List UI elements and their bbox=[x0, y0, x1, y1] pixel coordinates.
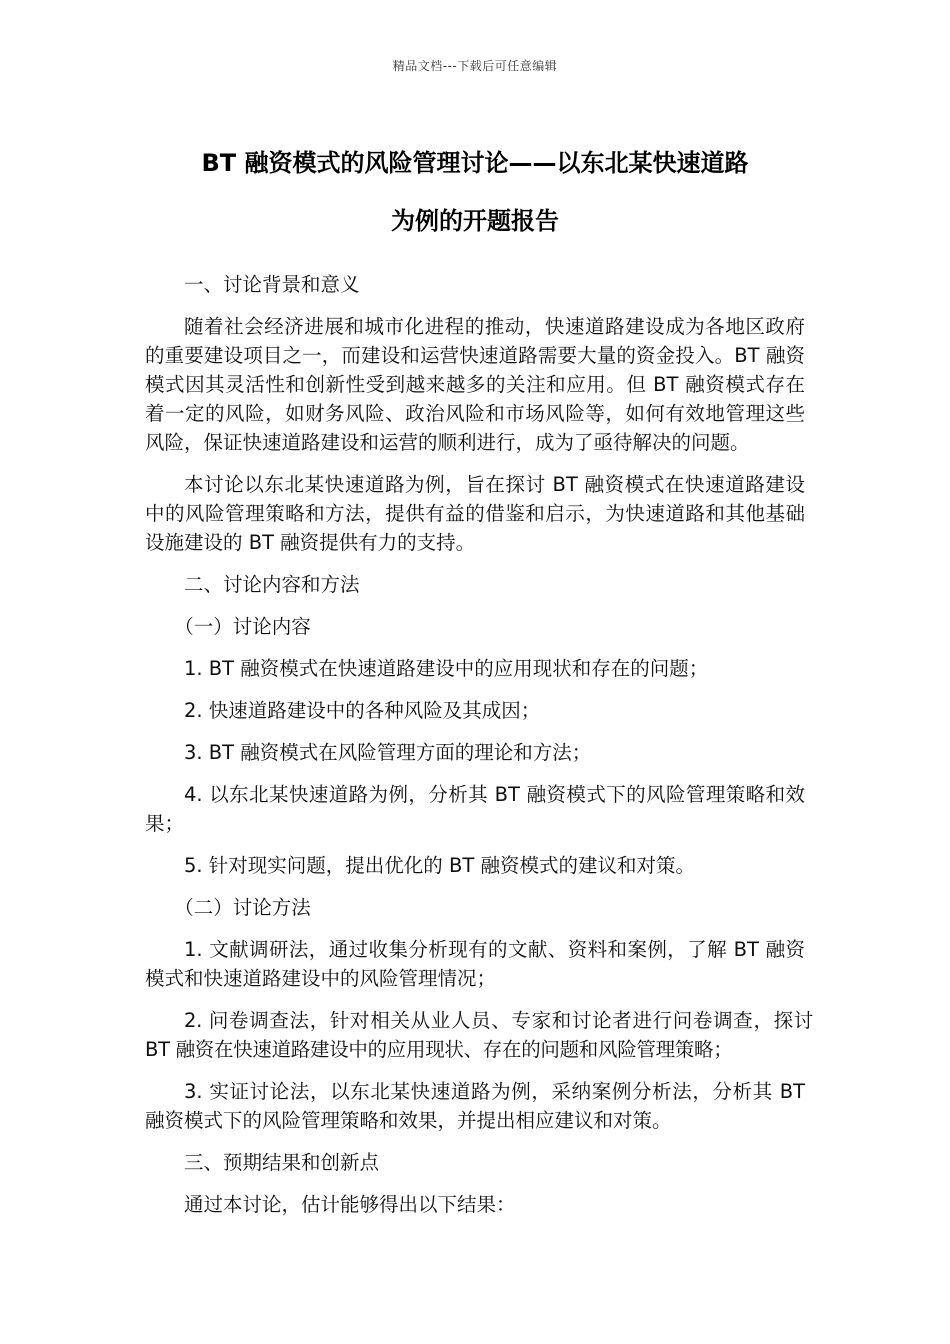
document-title-line-1: BT 融资模式的风险管理讨论——以东北某快速道路 bbox=[201, 149, 749, 177]
document-title bbox=[120, 134, 830, 250]
content-item-3: 3. BT 融资模式在风险管理方面的理论和方法； bbox=[184, 741, 592, 764]
paragraph-background-2: 本讨论以东北某快速道路为例，旨在探讨 BT 融资模式在快速道路建设中的风险管理策略和方法，提供有益的借鉴和启示，为快速道路和其他基础设施建设的 BT 融资提供有力的支持。 bbox=[145, 473, 805, 554]
content-item-1: 1. BT 融资模式在快速道路建设中的应用现状和存在的问题； bbox=[184, 657, 709, 680]
document-body bbox=[145, 270, 813, 1232]
content-item-2: 2. 快速道路建设中的各种风险及其成因； bbox=[184, 699, 541, 722]
section-heading-content-method: 二、讨论内容和方法 bbox=[184, 573, 360, 596]
method-item-3: 3. 实证讨论法，以东北某快速道路为例，采纳案例分析法，分析其 BT 融资模式下的风险管理策略和效果，并提出相应建议和对策。 bbox=[145, 1080, 805, 1132]
content-item-5: 5. 针对现实问题，提出优化的 BT 融资模式的建议和对策。 bbox=[184, 854, 695, 877]
content-item-4: 4. 以东北某快速道路为例，分析其 BT 融资模式下的风险管理策略和效果； bbox=[145, 783, 805, 835]
method-item-2: 2. 问卷调查法，针对相关从业人员、专家和讨论者进行问卷调查，探讨 BT 融资在快速道路建设中的应用现状、存在的问题和风险管理策略； bbox=[145, 1009, 813, 1061]
page-header: 精品文档---下载后可任意编辑 bbox=[392, 59, 558, 73]
subheading-content: （一）讨论内容 bbox=[174, 615, 311, 638]
method-item-1: 1. 文献调研法，通过收集分析现有的文献、资料和案例，了解 BT 融资模式和快速道路建设中的风险管理情况； bbox=[145, 938, 805, 990]
section-heading-results: 三、预期结果和创新点 bbox=[184, 1151, 380, 1174]
subheading-method: （二）讨论方法 bbox=[174, 896, 311, 919]
paragraph-background-1: 随着社会经济进展和城市化进程的推动，快速道路建设成为各地区政府的重要建设项目之一，而建设和运营快速道路需要大量的资金投入。BT 融资模式因其灵活性和创新性受到越来越多的关注和应用。但 BT 融资模式存在着一定的风险，如财务风险、政治风险和市场风险等，如何有效地管理这些风险，保证快速道路建设和运营的顺利进行，成为了亟待解决的问题。 bbox=[145, 315, 805, 454]
paragraph-results-intro: 通过本讨论，估计能够得出以下结果： bbox=[184, 1193, 516, 1216]
document-title-line-2: 为例的开题报告 bbox=[391, 207, 559, 235]
section-heading-background: 一、讨论背景和意义 bbox=[184, 273, 360, 296]
